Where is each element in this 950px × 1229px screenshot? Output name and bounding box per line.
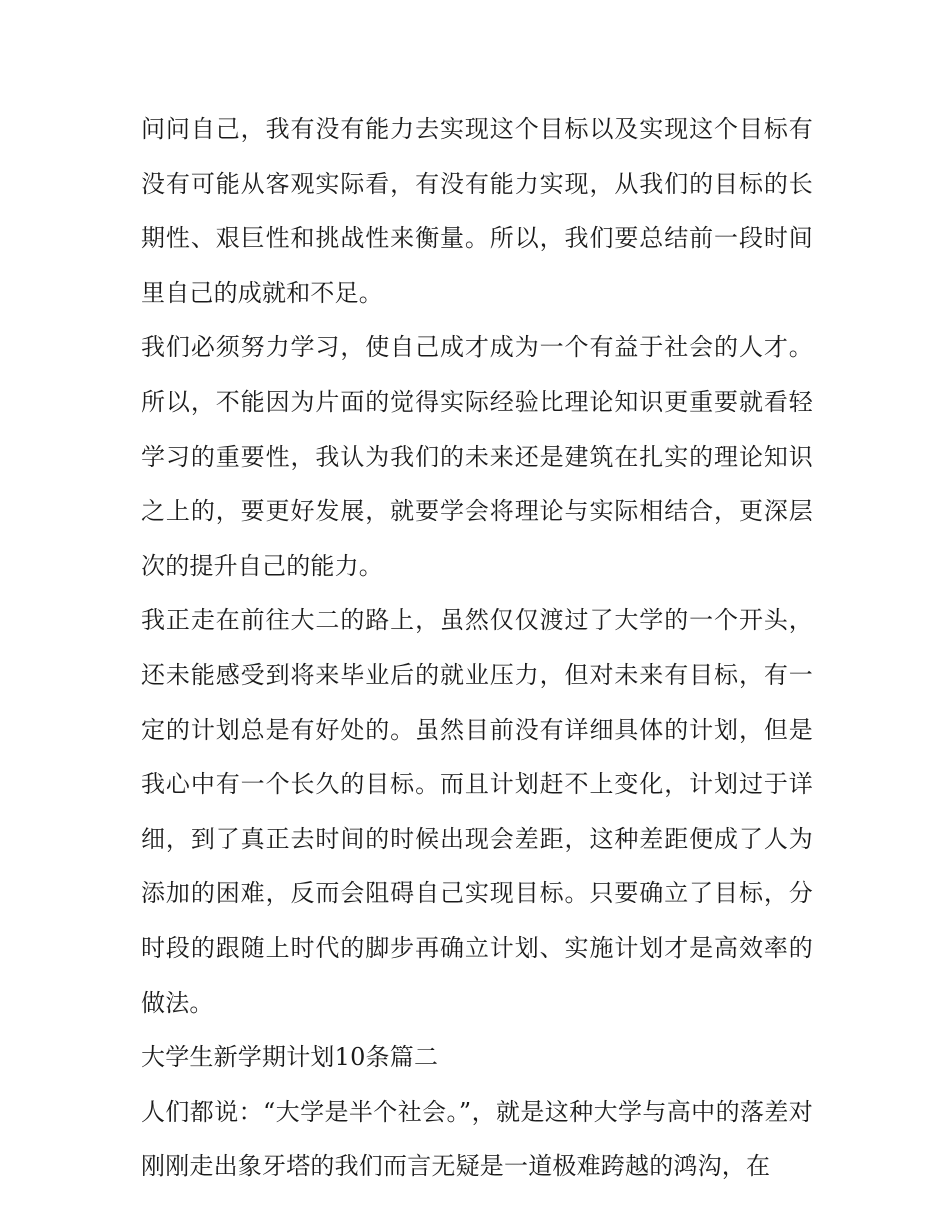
paragraph-sophomore-plan: 我正走在前往大二的路上，虽然仅仅渡过了大学的一个开头，还未能感受到将来毕业后的就业压力，但对未来有目标，有一定的计划总是有好处的。虽然目前没有详细具体的计划，但是我心中有一个长久的目标。而且计划赶不上变化，计划过于详细，到了真正去时间的时候出现会差距，这种差距便成了人为添加的困难，反而会阻碍自己实现目标。只要确立了目标，分时段的跟随上时代的脚步再确立计划、实施计划才是高效率的做法。 [141, 606, 813, 1017]
document-body [141, 102, 813, 1194]
paragraph-study-hard: 我们必须努力学习，使自己成才成为一个有益于社会的人才。所以，不能因为片面的觉得实际经验比理论知识更重要就看轻学习的重要性，我认为我们的未来还是建筑在扎实的理论知识之上的，要更好发展，就要学会将理论与实际相结合，更深层次的提升自己的能力。 [141, 333, 813, 580]
paragraph-half-society: 人们都说：“大学是半个社会。”，就是这种大学与高中的落差对刚刚走出象牙塔的我们而言无疑是一道极难跨越的鸿沟，在 [141, 1097, 813, 1181]
section-heading: 大学生新学期计划10条篇二 [141, 1043, 439, 1072]
paragraph-self-reflection: 问问自己，我有没有能力去实现这个目标以及实现这个目标有没有可能从客观实际看，有没有能力实现，从我们的目标的长期性、艰巨性和挑战性来衡量。所以，我们要总结前一段时间里自己的成就和不足。 [141, 115, 813, 307]
